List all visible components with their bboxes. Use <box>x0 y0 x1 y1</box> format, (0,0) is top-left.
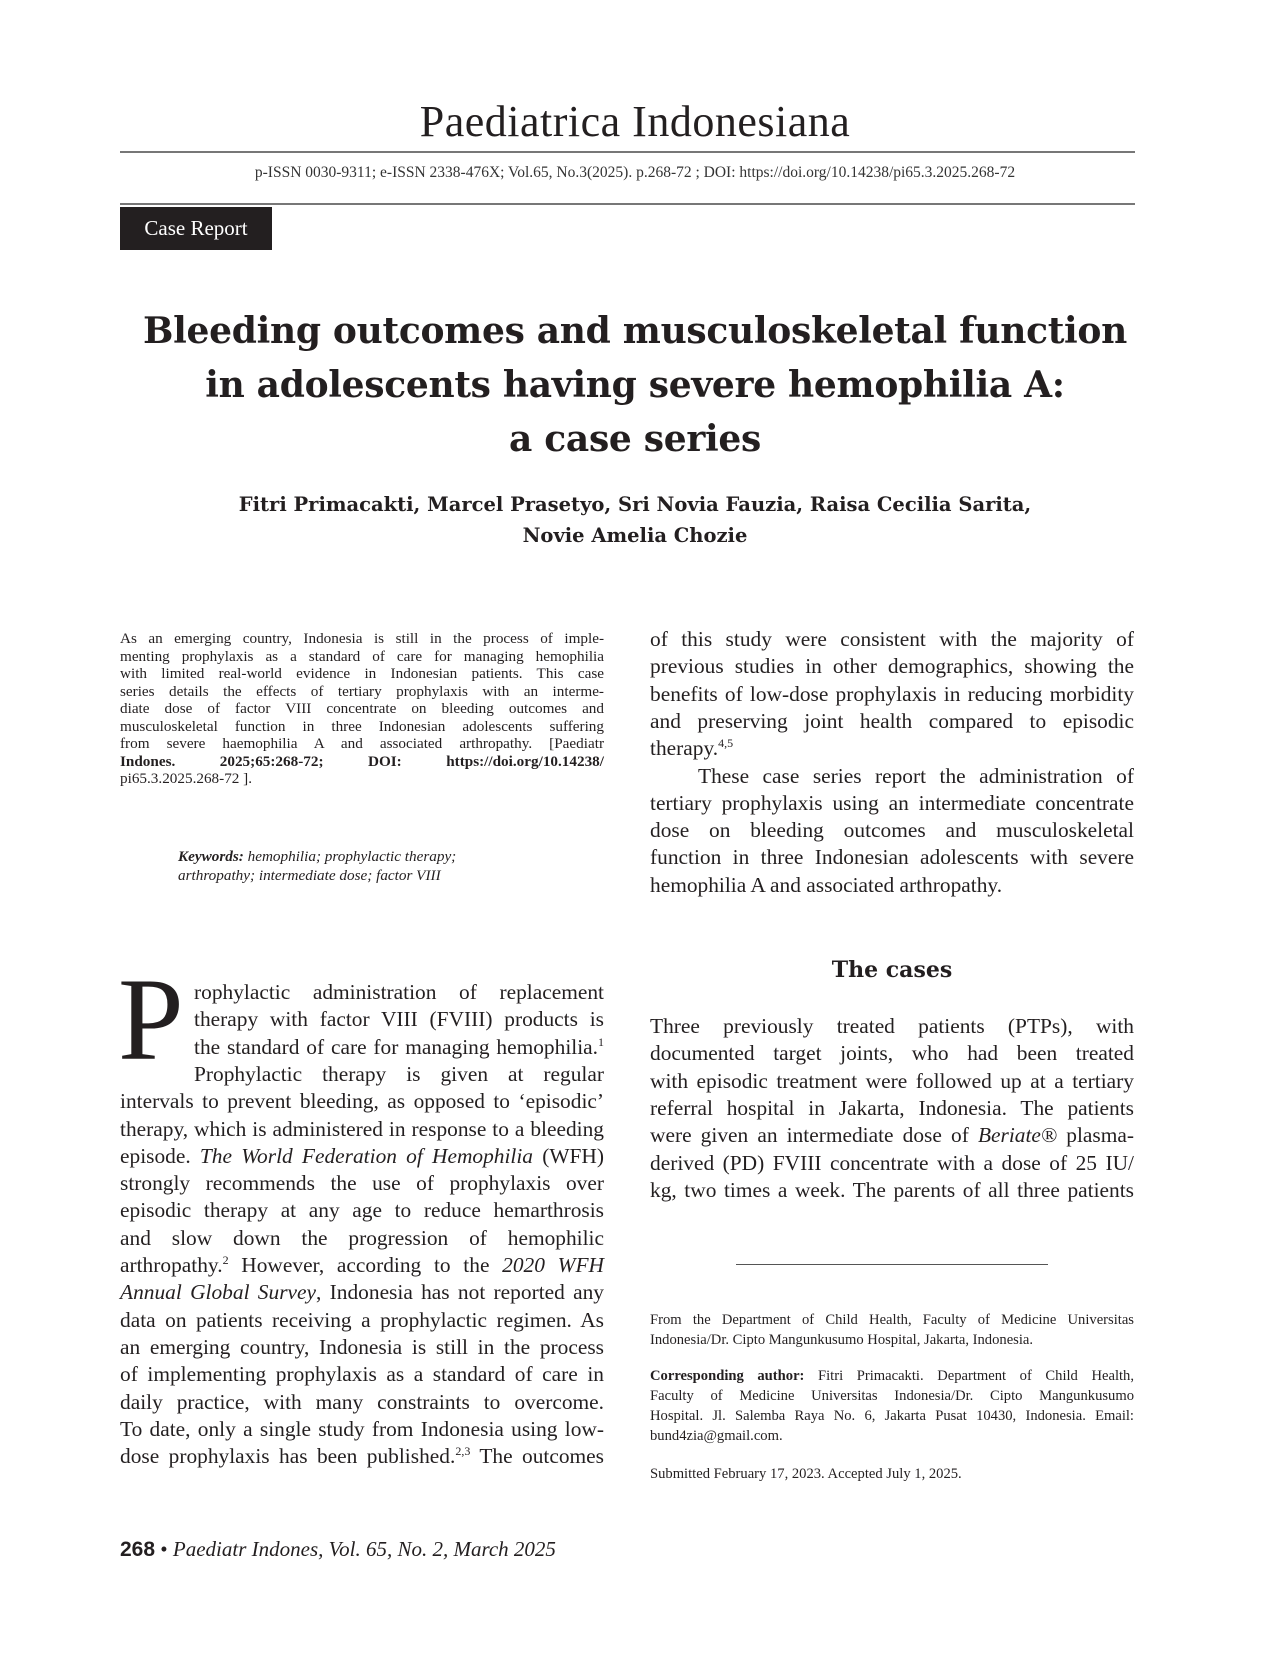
body-line: hemophilia A and associated arthropathy. <box>650 872 1003 897</box>
corresponding-author-line: bund4zia@gmail.com. <box>650 1428 783 1444</box>
body-line: function in three Indonesian adolescents with severe <box>650 845 1134 870</box>
reference-superscript: 2 <box>222 1252 229 1267</box>
body-line: kg, two times a week. The parents of all three patients <box>650 1177 1134 1202</box>
footnote-rule <box>736 1264 1048 1265</box>
body-line: episodic therapy at any age to reduce hemarthrosis <box>120 1198 604 1223</box>
body-line: and preserving joint health compared to episodic <box>650 708 1134 733</box>
italic-survey-name: Annual Global Survey <box>120 1280 317 1305</box>
page-number: 268 <box>120 1538 156 1561</box>
body-line: referral hospital in Jakarta, Indonesia. The patients <box>650 1095 1134 1120</box>
keywords-line <box>178 847 456 866</box>
abstract-line: from severe haemophilia A and associated arthropathy. [Paediatr <box>120 735 604 752</box>
title-line: a case series <box>509 418 761 460</box>
corresponding-author-line: Corresponding author: Fitri Primacakti. Department of Child Health, <box>650 1368 1134 1384</box>
author-list <box>0 489 1270 551</box>
abstract-line: series details the effects of tertiary prophylaxis with an interme- <box>120 682 604 700</box>
submission-dates: Submitted February 17, 2023. Accepted July 1, 2025. <box>650 1466 962 1482</box>
body-line: Prophylactic therapy is given at regular <box>194 1061 604 1086</box>
abstract-citation-line: pi65.3.2025.268-72 ]. <box>120 770 253 787</box>
reference-superscript: 4,5 <box>718 736 734 751</box>
body-line: previous studies in other demographics, showing the <box>650 654 1134 679</box>
header-rule-top <box>120 151 1135 153</box>
issn-doi-line: p-ISSN 0030-9311; e-ISSN 2338-476X; Vol.65, No.3(2025). p.268-72 ; DOI: https://doi.org/10.14238/pi65.3.2025.268-72 <box>254 164 1016 181</box>
body-line: tertiary prophylaxis using an intermediate concentrate <box>650 790 1134 815</box>
reference-superscript: 2,3 <box>455 1443 471 1458</box>
body-line: the standard of care for managing hemophilia.$^1$ <box>194 1034 604 1059</box>
body-line: with episodic treatment were followed up at a tertiary <box>650 1068 1134 1093</box>
section-heading: The cases <box>831 957 953 983</box>
author-line: Fitri Primacakti, Marcel Prasetyo, Sri Novia Fauzia, Raisa Cecilia Sarita, <box>238 493 1032 516</box>
body-line: To date, only a single study from Indonesia using low- <box>120 1416 604 1441</box>
body-line: therapy with factor VIII (FVIII) products is <box>194 1007 604 1032</box>
body-line: episode. The World Federation of Hemophilia (WFH) <box>120 1143 604 1168</box>
body-line: of implementing prophylaxis as a standard of care in <box>120 1362 604 1387</box>
body-line: dose on bleeding outcomes and musculoskeletal <box>650 818 1134 843</box>
body-line: Annual Global Survey, Indonesia has not reported any <box>120 1280 605 1305</box>
reference-superscript: 1 <box>598 1034 604 1049</box>
drop-cap: P <box>118 954 184 1085</box>
abstract-line: menting prophylaxis as a standard of care for managing hemophilia <box>120 647 604 665</box>
body-line: rophylactic administration of replacement <box>194 980 604 1004</box>
affiliation-line: From the Department of Child Health, Faculty of Medicine Universitas <box>650 1312 1134 1328</box>
body-line: an emerging country, Indonesia is still in the process <box>120 1334 604 1359</box>
body-line: derived (PD) FVIII concentrate with a dose of 25 IU/ <box>650 1150 1134 1175</box>
header-rule-bottom <box>120 203 1135 205</box>
abstract-line: diate dose of factor VIII concentrate on bleeding outcomes and <box>120 700 604 717</box>
keywords-text: hemophilia; prophylactic therapy; <box>247 848 457 865</box>
body-line: Three previously treated patients (PTPs), with <box>650 1014 1134 1038</box>
body-line: arthropathy.$^2$ However, according to the 2020 WFH <box>120 1252 604 1277</box>
body-line: were given an intermediate dose of Beriate® plasma- <box>650 1123 1134 1148</box>
corresponding-author-label: Corresponding author: <box>650 1368 805 1384</box>
keywords-label: Keywords: <box>178 848 244 865</box>
article-type-badge: Case Report <box>120 207 272 250</box>
abstract-line: musculoskeletal function in three Indonesian adolescents suffering <box>120 717 604 735</box>
corresponding-author-line: Hospital. Jl. Salemba Raya No. 6, Jakarta Pusat 10430, Indonesia. Email: <box>650 1408 1134 1424</box>
affiliation-line: Indonesia/Dr. Cipto Mangunkusumo Hospital, Jakarta, Indonesia. <box>650 1332 1034 1348</box>
footer-bullet: • <box>160 1537 168 1561</box>
page-footer <box>120 1537 556 1562</box>
corresponding-author-line: Faculty of Medicine Universitas Indonesia/Dr. Cipto Mangunkusumo <box>650 1388 1134 1404</box>
journal-title: Paediatrica Indonesiana <box>419 97 851 146</box>
body-line: of this study were consistent with the majority of <box>650 627 1134 651</box>
article-title <box>0 304 1270 466</box>
body-line: and slow down the progression of hemophilic <box>120 1225 604 1250</box>
body-line: documented target joints, who had been treated <box>650 1041 1134 1066</box>
body-line: strongly recommends the use of prophylaxis over <box>120 1171 604 1196</box>
body-line: benefits of low-dose prophylaxis in reducing morbidity <box>650 681 1134 706</box>
body-line: daily practice, with many constraints to overcome. <box>120 1389 604 1414</box>
body-line: therapy, which is administered in response to a bleeding <box>120 1116 604 1141</box>
italic-brand-name: Beriate® <box>977 1123 1058 1148</box>
body-line: intervals to prevent bleeding, as opposed to ‘episodic’ <box>120 1089 604 1114</box>
author-line: Novie Amelia Chozie <box>522 524 748 547</box>
body-line: These case series report the administration of <box>698 763 1134 788</box>
title-line: Bleeding outcomes and musculoskeletal function <box>142 310 1127 352</box>
body-line: therapy.$^{4,5}$ <box>650 736 734 761</box>
abstract-line: with limited real-world evidence in Indonesian patients. This case <box>120 665 604 682</box>
body-line: dose prophylaxis has been published.$^{2,3}$ The outcomes <box>120 1443 604 1469</box>
italic-survey-name: 2020 WFH <box>502 1253 604 1277</box>
italic-org-name: The World Federation of Hemophilia <box>199 1143 533 1168</box>
abstract-line: As an emerging country, Indonesia is still in the process of imple- <box>120 630 604 647</box>
title-line: in adolescents having severe hemophilia A: <box>205 364 1065 406</box>
abstract-citation-line: Indones. 2025;65:268-72; DOI: https://doi.org/10.14238/ <box>120 752 604 770</box>
keywords-line: arthropathy; intermediate dose; factor VIII <box>178 867 441 884</box>
footer-citation: Paediatr Indones, Vol. 65, No. 2, March 2025 <box>172 1537 556 1561</box>
body-line: data on patients receiving a prophylactic regimen. As <box>120 1307 604 1332</box>
